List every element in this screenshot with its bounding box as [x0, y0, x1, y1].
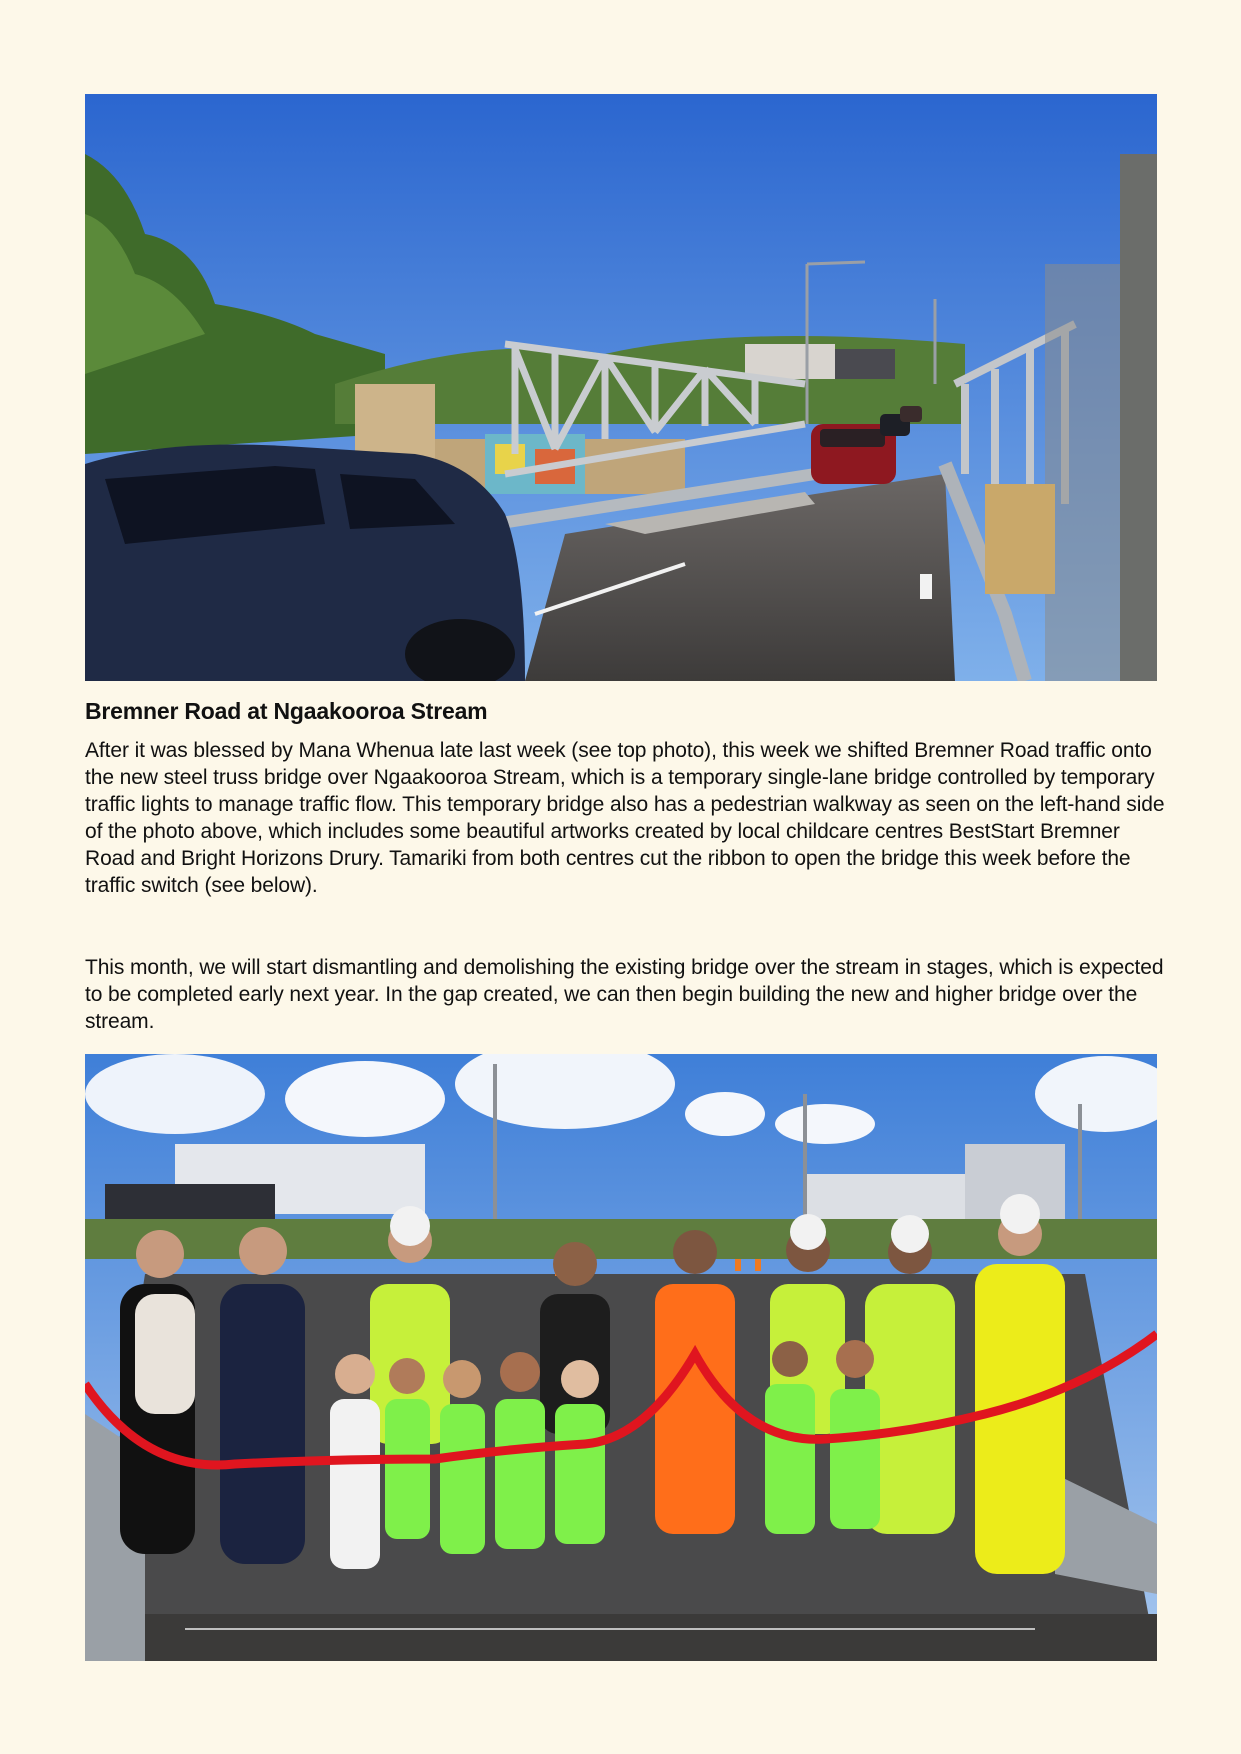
article-paragraph-1: After it was blessed by Mana Whenua late last week (see top photo), this week we shifted Bremner Road traffic onto the new steel truss bridge over Ngaakooroa Stream, which is a temporary single-lane bridge controlled by temporary traffic lights to manage traffic flow. This temporary bridge also has a pedestrian walkway as seen on the left-hand side of the photo above, which includes some beautiful artworks created by local childcare centres BestStart Bremner Road and Bright Horizons Drury. Tamariki from both centres cut the ribbon to open the bridge this week before the traffic switch (see below). [85, 739, 1165, 897]
ribbon-cutting-photo [85, 1054, 1157, 1661]
article-paragraph-2: This month, we will start dismantling and demolishing the existing bridge over the stream in stages, which is expected to be completed early next year. In the gap created, we can then begin building the new and higher bridge over the stream. [85, 956, 1164, 1033]
article-heading: Bremner Road at Ngaakooroa Stream [85, 698, 488, 724]
bridge-photo [85, 94, 1157, 681]
